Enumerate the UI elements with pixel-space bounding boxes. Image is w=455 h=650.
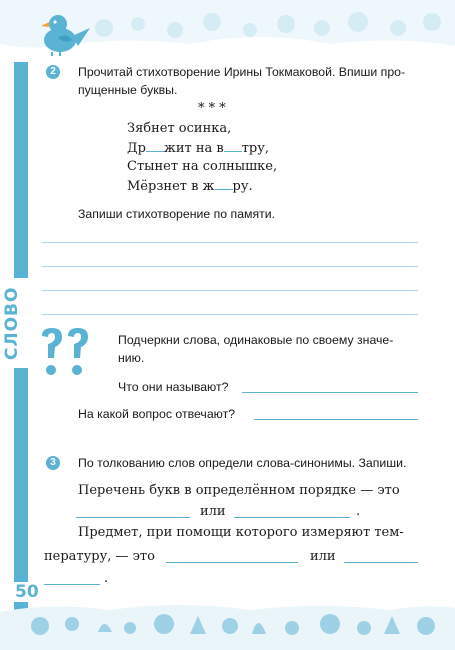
poem-line-3: Стынет на солнышке, <box>127 159 278 174</box>
question-which-question: На какой вопрос отвечают? <box>78 407 236 421</box>
memory-instruction: Запиши стихотворение по памяти. <box>78 207 276 221</box>
writing-line[interactable] <box>42 290 418 291</box>
poem-line-1: Зябнет осинка, <box>127 121 232 136</box>
period-1: . <box>356 504 361 519</box>
task-3-instruction: По толкованию слов определи слова-синонимы. Запиши. <box>78 456 407 470</box>
period-2: . <box>104 571 109 586</box>
task-3-number-badge: 3 <box>46 456 60 470</box>
poem-stars: * * * <box>198 101 226 116</box>
task-2-instruction-line1: Прочитай стихотворение Ирины Токмаковой. Впиши про- <box>78 65 406 79</box>
side-title: СЛОВО <box>2 278 42 368</box>
task-2-number-badge: 2 <box>46 65 60 79</box>
writing-line[interactable] <box>42 266 418 267</box>
or-word-2: или <box>310 549 336 564</box>
task-2-instruction-line2: пущенные буквы. <box>78 83 178 97</box>
letter-blank[interactable] <box>224 139 242 152</box>
answer-line-synonym-2a[interactable] <box>166 562 298 563</box>
page-number: 50 <box>15 582 39 602</box>
answer-line-which-question[interactable] <box>254 419 418 420</box>
or-word-1: или <box>200 504 226 519</box>
definition-1: Перечень букв в определённом порядке — это <box>78 483 400 498</box>
poem-line-2: Др жит на в тру, <box>127 141 270 156</box>
definition-2-line1: Предмет, при помощи которого измеряют тем- <box>78 525 404 540</box>
answer-line-synonym-2b[interactable] <box>344 562 418 563</box>
question-marks-icon <box>36 328 96 384</box>
answer-line-synonym-1a[interactable] <box>76 517 190 518</box>
footer-ornament <box>0 598 455 650</box>
answer-line-synonym-2c[interactable] <box>44 584 100 585</box>
letter-blank[interactable] <box>215 177 233 190</box>
writing-line[interactable] <box>42 242 418 243</box>
bird-icon <box>38 10 90 56</box>
answer-line-synonym-1b[interactable] <box>234 517 350 518</box>
underline-instruction-line2: нию. <box>118 351 145 365</box>
writing-line[interactable] <box>42 314 418 315</box>
underline-instruction-line1: Подчеркни слова, одинаковые по своему значе- <box>118 333 394 347</box>
answer-line-what-they-name[interactable] <box>242 392 418 393</box>
definition-2-line2: пературу, — это <box>44 549 155 564</box>
letter-blank[interactable] <box>146 139 164 152</box>
question-what-they-name: Что они называют? <box>118 380 229 394</box>
poem-line-4: Мёрзнет в ж ру. <box>127 179 253 194</box>
